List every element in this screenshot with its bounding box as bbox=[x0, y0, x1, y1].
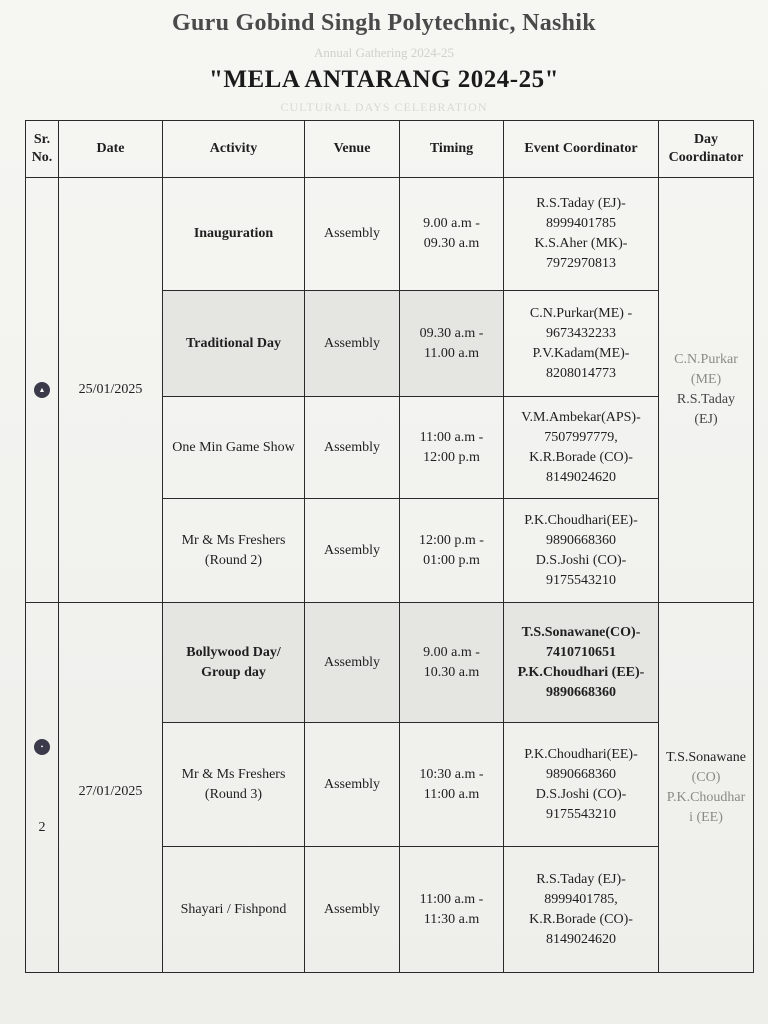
event-coordinator-cell: P.K.Choudhari(EE)- 9890668360 D.S.Joshi (CO)- 9175543210 bbox=[504, 723, 659, 847]
col-header-event-coordinator: Event Coordinator bbox=[504, 121, 659, 178]
venue-cell: Assembly bbox=[305, 291, 400, 397]
col-header-timing: Timing bbox=[400, 121, 504, 178]
col-header-day-coordinator: Day Coordinator bbox=[659, 121, 754, 178]
gathering-subtitle: Annual Gathering 2024-25 bbox=[313, 45, 455, 60]
activity-cell: Traditional Day bbox=[163, 291, 305, 397]
venue-cell: Assembly bbox=[305, 847, 400, 973]
day-coordinator-cell: C.N.Purkar (ME) R.S.Taday (EJ) bbox=[659, 178, 754, 603]
timing-cell: 09.30 a.m - 11.00 a.m bbox=[400, 291, 504, 397]
sr-no-cell: • 2 bbox=[26, 603, 59, 973]
event-title: "MELA ANTARANG 2024-25" bbox=[209, 66, 559, 93]
sr-no-cell bbox=[26, 178, 59, 603]
timing-cell: 11:00 a.m - 11:30 a.m bbox=[400, 847, 504, 973]
event-coordinator-cell: R.S.Taday (EJ)- 8999401785 K.S.Aher (MK)- 7972970813 bbox=[504, 178, 659, 291]
col-header-date: Date bbox=[59, 121, 163, 178]
timing-cell: 9.00 a.m - 09.30 a.m bbox=[400, 178, 504, 291]
activity-cell: One Min Game Show bbox=[163, 397, 305, 499]
col-header-venue: Venue bbox=[305, 121, 400, 178]
event-coordinator-cell: C.N.Purkar(ME) - 9673432233 P.V.Kadam(ME)- 8208014773 bbox=[504, 291, 659, 397]
date-cell: 25/01/2025 bbox=[59, 178, 163, 603]
header-row bbox=[26, 121, 754, 178]
col-header-activity: Activity bbox=[163, 121, 305, 178]
venue-cell: Assembly bbox=[305, 178, 400, 291]
sr-marker-icon: • bbox=[34, 739, 50, 755]
venue-cell: Assembly bbox=[305, 499, 400, 603]
activity-cell: Inauguration bbox=[163, 178, 305, 291]
timing-cell: 9.00 a.m - 10.30 a.m bbox=[400, 603, 504, 723]
table-row bbox=[26, 178, 754, 291]
event-coordinator-cell: P.K.Choudhari(EE)- 9890668360 D.S.Joshi (CO)- 9175543210 bbox=[504, 499, 659, 603]
activity-cell: Bollywood Day/ Group day bbox=[163, 603, 305, 723]
timing-cell: 10:30 a.m - 11:00 a.m bbox=[400, 723, 504, 847]
venue-cell: Assembly bbox=[305, 603, 400, 723]
activity-cell: Shayari / Fishpond bbox=[163, 847, 305, 973]
institute-name: Guru Gobind Singh Polytechnic, Nashik bbox=[172, 10, 596, 36]
date-cell: 27/01/2025 bbox=[59, 603, 163, 973]
venue-cell: Assembly bbox=[305, 723, 400, 847]
celebration-subtitle: CULTURAL DAYS CELEBRATION bbox=[280, 100, 488, 114]
day-coordinator-cell: T.S.Sonawane (CO) P.K.Choudhar i (EE) bbox=[659, 603, 754, 973]
venue-cell: Assembly bbox=[305, 397, 400, 499]
col-header-sr: Sr. No. bbox=[26, 121, 59, 178]
event-coordinator-cell: T.S.Sonawane(CO)- 7410710651 P.K.Choudhari (EE)- 9890668360 bbox=[504, 603, 659, 723]
sr-marker-icon: ▲ bbox=[34, 382, 50, 398]
schedule-table bbox=[25, 120, 754, 973]
event-coordinator-cell: V.M.Ambekar(APS)- 7507997779, K.R.Borade (CO)- 8149024620 bbox=[504, 397, 659, 499]
event-coordinator-cell: R.S.Taday (EJ)- 8999401785, K.R.Borade (CO)- 8149024620 bbox=[504, 847, 659, 973]
activity-cell: Mr & Ms Freshers (Round 3) bbox=[163, 723, 305, 847]
table-row bbox=[26, 603, 754, 723]
timing-cell: 11:00 a.m - 12:00 p.m bbox=[400, 397, 504, 499]
activity-cell: Mr & Ms Freshers (Round 2) bbox=[163, 499, 305, 603]
timing-cell: 12:00 p.m - 01:00 p.m bbox=[400, 499, 504, 603]
